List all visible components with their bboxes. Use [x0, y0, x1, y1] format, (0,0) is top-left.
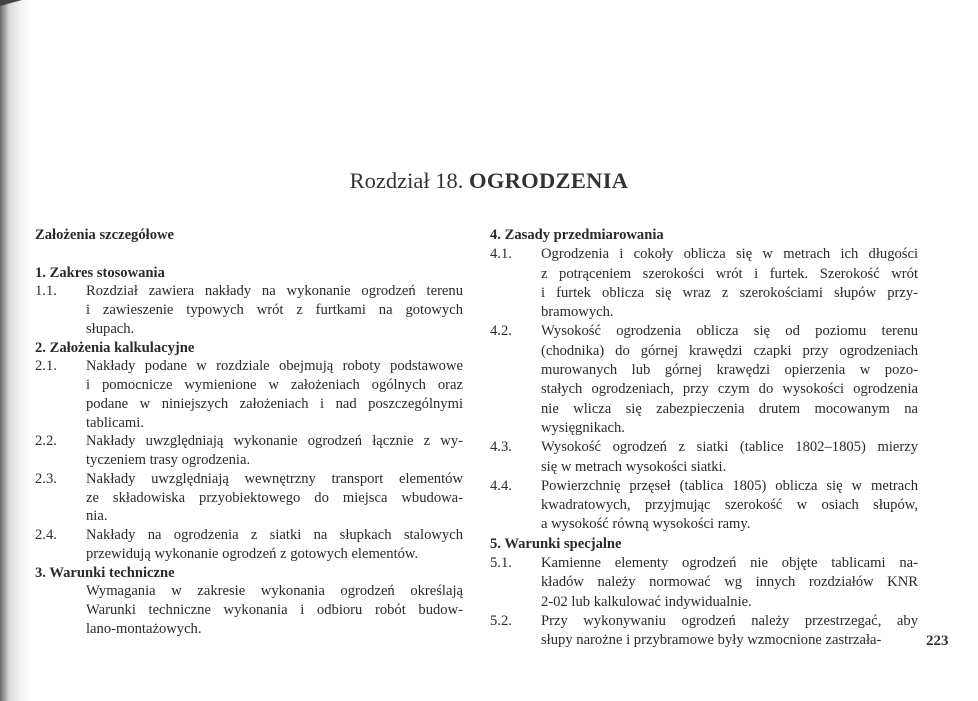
- text-line: lano-montażowych.: [86, 620, 202, 637]
- section-number: 1.: [35, 264, 46, 281]
- text-line: z potrąceniem szerokości wrót i furtek. Szerokość wrót: [541, 265, 918, 282]
- chapter-name: OGRODZENIA: [469, 168, 629, 193]
- text-line: kładów należy normować wg innych rozdziałów KNR: [541, 574, 918, 591]
- paragraph-number: 2.2.: [35, 433, 57, 450]
- text-line: Nakłady na ogrodzenia z siatki na słupkach stalowych: [86, 527, 463, 543]
- text-line: się w metrach wysokości siatki.: [541, 458, 727, 475]
- section-heading: Założenia szczegółowe: [35, 227, 175, 243]
- numbered-section-heading: [35, 339, 463, 358]
- right-column: [490, 226, 918, 651]
- paragraph-number: 4.4.: [490, 477, 512, 494]
- paragraph-item: [490, 438, 918, 477]
- text-line: nia.: [86, 508, 108, 525]
- text-line: (chodnika) do górnej krawędzi czapki przy ogrodzeniach: [541, 342, 918, 359]
- text-line: 2-02 lub kalkulować indywidualnie.: [541, 593, 752, 610]
- chapter-title: [0, 168, 978, 194]
- text-line: i furtek oblicza się wraz z szerokościami słupów przy-: [541, 284, 918, 301]
- section-number: 3.: [35, 564, 46, 581]
- paragraph-number: 5.2.: [490, 612, 512, 629]
- paragraph-number: 2.3.: [35, 470, 57, 487]
- text-line: Rozdział zawiera nakłady na wykonanie ogrodzeń terenu: [86, 283, 463, 300]
- paragraph-item: [490, 322, 918, 438]
- paragraph-number: 4.3.: [490, 439, 512, 456]
- section-title: Warunki specjalne: [504, 535, 622, 552]
- paragraph-number: 5.1.: [490, 555, 512, 572]
- text-line: bramowych.: [541, 304, 614, 321]
- paragraph-item: [35, 582, 463, 638]
- text-line: Ogrodzenia i cokoły oblicza się w metrach ich długości: [541, 246, 918, 263]
- section-title: Zakres stosowania: [49, 264, 165, 281]
- paragraph-item: [35, 357, 463, 432]
- text-line: i pomocnicze wymienione w założeniach ogólnych oraz: [86, 377, 463, 393]
- numbered-section-heading: [490, 535, 918, 554]
- text-line: wysięgnikach.: [541, 419, 625, 436]
- text-line: przewidują wykonanie ogrodzeń z gotowych elementów.: [86, 545, 419, 562]
- text-line: Powierzchnię przęseł (tablica 1805) oblicza się w metrach: [541, 477, 918, 494]
- paragraph-number: 2.4.: [35, 527, 57, 543]
- paragraph-item: [490, 612, 918, 651]
- paragraph-number: 4.2.: [490, 323, 512, 340]
- text-line: tablicami.: [86, 414, 144, 431]
- text-line: słupach.: [86, 320, 135, 337]
- text-line: Wysokość ogrodzeń z siatki (tablice 1802–1805) mierzy: [541, 439, 918, 456]
- text-line: nie wlicza się zabezpieczenia drutem mocowanym na: [541, 400, 918, 417]
- page-number: 223: [926, 633, 949, 649]
- paragraph-number: 1.1.: [35, 283, 57, 300]
- paragraph-item: [35, 526, 463, 564]
- text-line: ze składowiska przyobiektowego do miejsca wbudowa-: [86, 489, 463, 506]
- text-line: Kamienne elementy ogrodzeń nie objęte tablicami na-: [541, 555, 918, 572]
- paragraph-item: [490, 245, 918, 322]
- paragraph-number: 4.1.: [490, 246, 512, 263]
- text-line: i zawieszenie typowych wrót z furtkami na gotowych: [86, 302, 463, 318]
- text-line: tyczeniem trasy ogrodzenia.: [86, 452, 251, 468]
- chapter-number: Rozdział 18.: [349, 168, 464, 193]
- text-line: kwadratowych, przyjmując szerokość w osiach słupów,: [541, 497, 918, 514]
- paragraph-item: [490, 477, 918, 535]
- section-number: 2.: [35, 339, 46, 356]
- numbered-section-heading: [35, 564, 463, 583]
- numbered-section-heading: [35, 264, 463, 283]
- section-title: Warunki techniczne: [49, 564, 175, 581]
- section-number: 5.: [490, 535, 501, 552]
- text-line: Wysokość ogrodzenia oblicza się od poziomu terenu: [541, 323, 918, 340]
- text-line: Wymagania w zakresie wykonania ogrodzeń określają: [86, 583, 463, 600]
- text-line: Nakłady uwzględniają wewnętrzny transport elementów: [86, 470, 463, 487]
- right-sections: [490, 226, 918, 651]
- left-column: [35, 226, 463, 639]
- text-line: Nakłady uwzględniają wykonanie ogrodzeń łącznie z wy-: [86, 433, 463, 450]
- text-line: Przy wykonywaniu ogrodzeń należy przestrzegać, aby: [541, 612, 918, 629]
- text-line: Nakłady podane w rozdziale obejmują roboty podstawowe: [86, 358, 463, 375]
- book-binding-shadow: [0, 0, 34, 701]
- paragraph-item: [490, 554, 918, 612]
- numbered-section-heading: [490, 226, 918, 245]
- section-title: Założenia kalkulacyjne: [49, 339, 195, 356]
- section-number: 4.: [490, 227, 501, 243]
- paragraph-item: [35, 470, 463, 526]
- paragraph-item: [35, 432, 463, 470]
- spacer: [35, 245, 463, 264]
- text-line: a wysokość równą wysokości ramy.: [541, 516, 751, 533]
- paragraph-item: [35, 282, 463, 338]
- left-sections: [35, 264, 463, 639]
- text-line: Warunki techniczne wykonania i odbioru robót budow-: [86, 602, 463, 618]
- section-title: Zasady przedmiarowania: [504, 227, 664, 243]
- text-line: podane w niniejszych założeniach i nad poszczególnymi: [86, 395, 463, 412]
- text-line: murowanych lub górnej krawędzi opierzenia w pozo-: [541, 362, 918, 379]
- paragraph-number: 2.1.: [35, 358, 57, 375]
- text-line: słupy narożne i przybramowe były wzmocnione zastrzała-: [541, 632, 882, 649]
- text-line: stałych ogrodzeniach, przy czym do wysokości ogrodzenia: [541, 381, 918, 398]
